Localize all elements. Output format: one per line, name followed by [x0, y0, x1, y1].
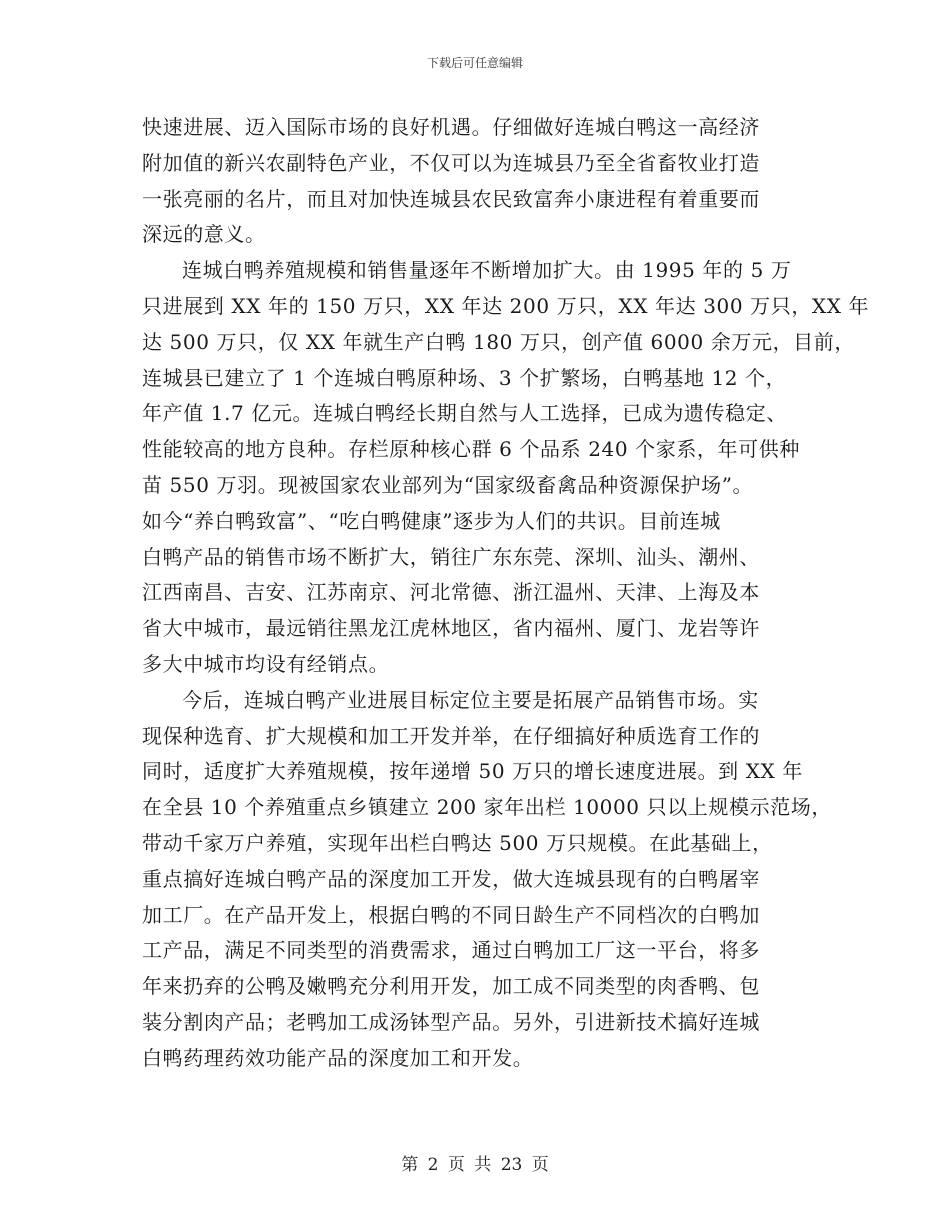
text-line: 深远的意义。	[142, 222, 266, 247]
document-body	[142, 110, 870, 1077]
text-line: 省大中城市，最远销往黑龙江虎林地区，省内福州、厦门、龙岩等许	[142, 616, 760, 641]
text-line: 附加值的新兴农副特色产业，不仅可以为连城县乃至全省畜牧业打造	[142, 150, 760, 175]
text-line: 现保种选育、扩大规模和加工开发并举，在仔细搞好种质选育工作的	[142, 723, 760, 748]
text-line: 多大中城市均设有经销点。	[142, 651, 390, 676]
text-line: 快速进展、迈入国际市场的良好机遇。仔细做好连城白鸭这一高经济	[142, 115, 760, 139]
text-line: 今后，连城白鸭产业进展目标定位主要是拓展产品销售市场。实	[182, 687, 759, 712]
text-line: 同时，适度扩大养殖规模，按年递增 50 万只的增长速度进展。到 XX 年	[142, 759, 803, 784]
text-line: 性能较高的地方良种。存栏原种核心群 6 个品系 240 个家系，年可供种	[142, 437, 800, 462]
text-line: 如今“养白鸭致富”、“吃白鸭健康”逐步为人们的共识。目前连城	[142, 508, 721, 533]
page-header: 下载后可任意编辑	[426, 56, 523, 70]
text-line: 白鸭产品的销售市场不断扩大，销往广东东莞、深圳、汕头、潮州、	[142, 544, 760, 569]
text-line: 一张亮丽的名片，而且对加快连城县农民致富奔小康进程有着重要而	[142, 186, 760, 211]
text-line: 带动千家万户养殖，实现年出栏白鸭达 500 万只规模。在此基础上，	[142, 830, 773, 855]
text-line: 重点搞好连城白鸭产品的深度加工开发，做大连城县现有的白鸭屠宰	[142, 866, 760, 891]
text-line: 连城县已建立了 1 个连城白鸭原种场、3 个扩繁场，白鸭基地 12 个，	[142, 365, 787, 390]
text-line: 年产值 1.7 亿元。连城白鸭经长期自然与人工选择，已成为遗传稳定、	[142, 401, 787, 426]
text-line: 只进展到 XX 年的 150 万只，XX 年达 200 万只，XX 年达 300 万只，XX 年	[142, 293, 870, 318]
page-number: 第 2 页 共 23 页	[401, 1155, 549, 1175]
text-line: 连城白鸭养殖规模和销售量逐年不断增加扩大。由 1995 年的 5 万	[182, 258, 792, 283]
text-line: 白鸭药理药效功能产品的深度加工和开发。	[142, 1045, 534, 1070]
text-line: 装分割肉产品；老鸭加工成汤钵型产品。另外，引进新技术搞好连城	[142, 1009, 760, 1034]
text-line: 苗 550 万羽。现被国家农业部列为“国家级畜禽品种资源保护场”。	[142, 472, 754, 497]
text-line: 江西南昌、吉安、江苏南京、河北常德、浙江温州、天津、上海及本	[142, 580, 760, 605]
text-line: 工产品，满足不同类型的消费需求，通过白鸭加工厂这一平台，将多	[142, 938, 760, 963]
text-line: 在全县 10 个养殖重点乡镇建立 200 家年出栏 10000 只以上规模示范场，	[142, 795, 832, 820]
text-line: 加工厂。在产品开发上，根据白鸭的不同日龄生产不同档次的白鸭加	[142, 902, 760, 927]
text-line: 年来扔弃的公鸭及嫩鸭充分利用开发，加工成不同类型的肉香鸭、包	[142, 974, 760, 999]
text-line: 达 500 万只，仅 XX 年就生产白鸭 180 万只，创产值 6000 余万元，目前，	[142, 329, 855, 354]
